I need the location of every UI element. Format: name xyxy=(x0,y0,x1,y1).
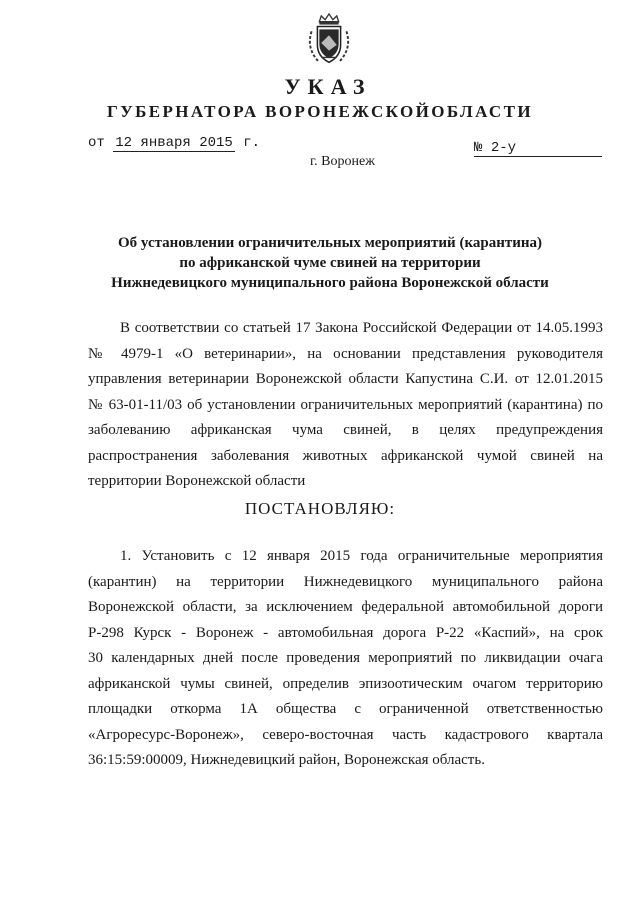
document-subject xyxy=(60,233,600,293)
subject-line: по африканской чуме свиней на территории xyxy=(179,255,481,271)
preamble-line: В соответствии со статьей 17 Закона Российской Федерации от 14.05.1993 xyxy=(120,320,603,336)
preamble-paragraph xyxy=(88,316,603,495)
preamble-line: заболеванию африканская чума свиней, в целях предупреждения xyxy=(88,422,603,438)
clause-line: 30 календарных дней после проведения мероприятий по ликвидации очага xyxy=(88,650,603,666)
clause-line: Р-298 Курск - Воронеж - автомобильная дорога Р-22 «Каспий», на срок xyxy=(88,624,603,641)
preamble-line: распространения заболевания животных африканской чумой свиней на xyxy=(88,447,603,464)
preamble-line: территории Воронежской области xyxy=(88,473,306,489)
number-prefix: № xyxy=(474,140,483,156)
date-suffix: г. xyxy=(243,135,261,151)
decree-word: ПОСТАНОВЛЯЮ: xyxy=(244,499,396,518)
clause-line: «Агроресурс-Воронеж», северо-восточная часть кадастрового квартала xyxy=(88,726,603,743)
subject-line: Нижнедевицкого муниципального района Воронежской области xyxy=(111,275,549,291)
document-issuer: ГУБЕРНАТОРА ВОРОНЕЖСКОЙОБЛАСТИ xyxy=(107,102,533,121)
clause-line: Воронежской области, за исключением федеральной автомобильной дороги xyxy=(88,599,603,615)
document-number-line xyxy=(474,140,602,157)
preamble-line: управления ветеринарии Воронежской области Капустина С.И. от 12.01.2015 xyxy=(88,371,603,387)
clause-1-paragraph xyxy=(88,544,603,774)
document-city: г. Воронеж xyxy=(310,154,375,169)
subject-line: Об установлении ограничительных мероприятий (карантина) xyxy=(117,235,542,251)
document-number: 2-у xyxy=(490,140,517,156)
date-prefix: от xyxy=(88,135,105,151)
clause-line: 1. Установить с 12 января 2015 года ограничительные мероприятия xyxy=(120,548,603,564)
document-title: УКАЗ xyxy=(284,74,372,99)
preamble-line: № 4979-1 «О ветеринарии», на основании представления руководителя xyxy=(88,345,603,362)
coat-of-arms-icon xyxy=(300,12,358,70)
clause-line: площадки откорма 1А общества с ограниченной ответственностью xyxy=(88,701,603,717)
document-date: 12 января 2015 xyxy=(115,135,233,151)
clause-line: африканской чумы свиней, определив эпизоотическим очагом территорию xyxy=(88,675,603,692)
clause-line: (карантин) на территории Нижнедевицкого муниципального района xyxy=(88,573,603,590)
clause-line: 36:15:59:00009, Нижнедевицкий район, Воронежская область. xyxy=(88,752,485,768)
preamble-line: № 63-01-11/03 об установлении ограничительных мероприятий (карантина) по xyxy=(88,396,603,413)
document-date-line xyxy=(88,135,260,151)
